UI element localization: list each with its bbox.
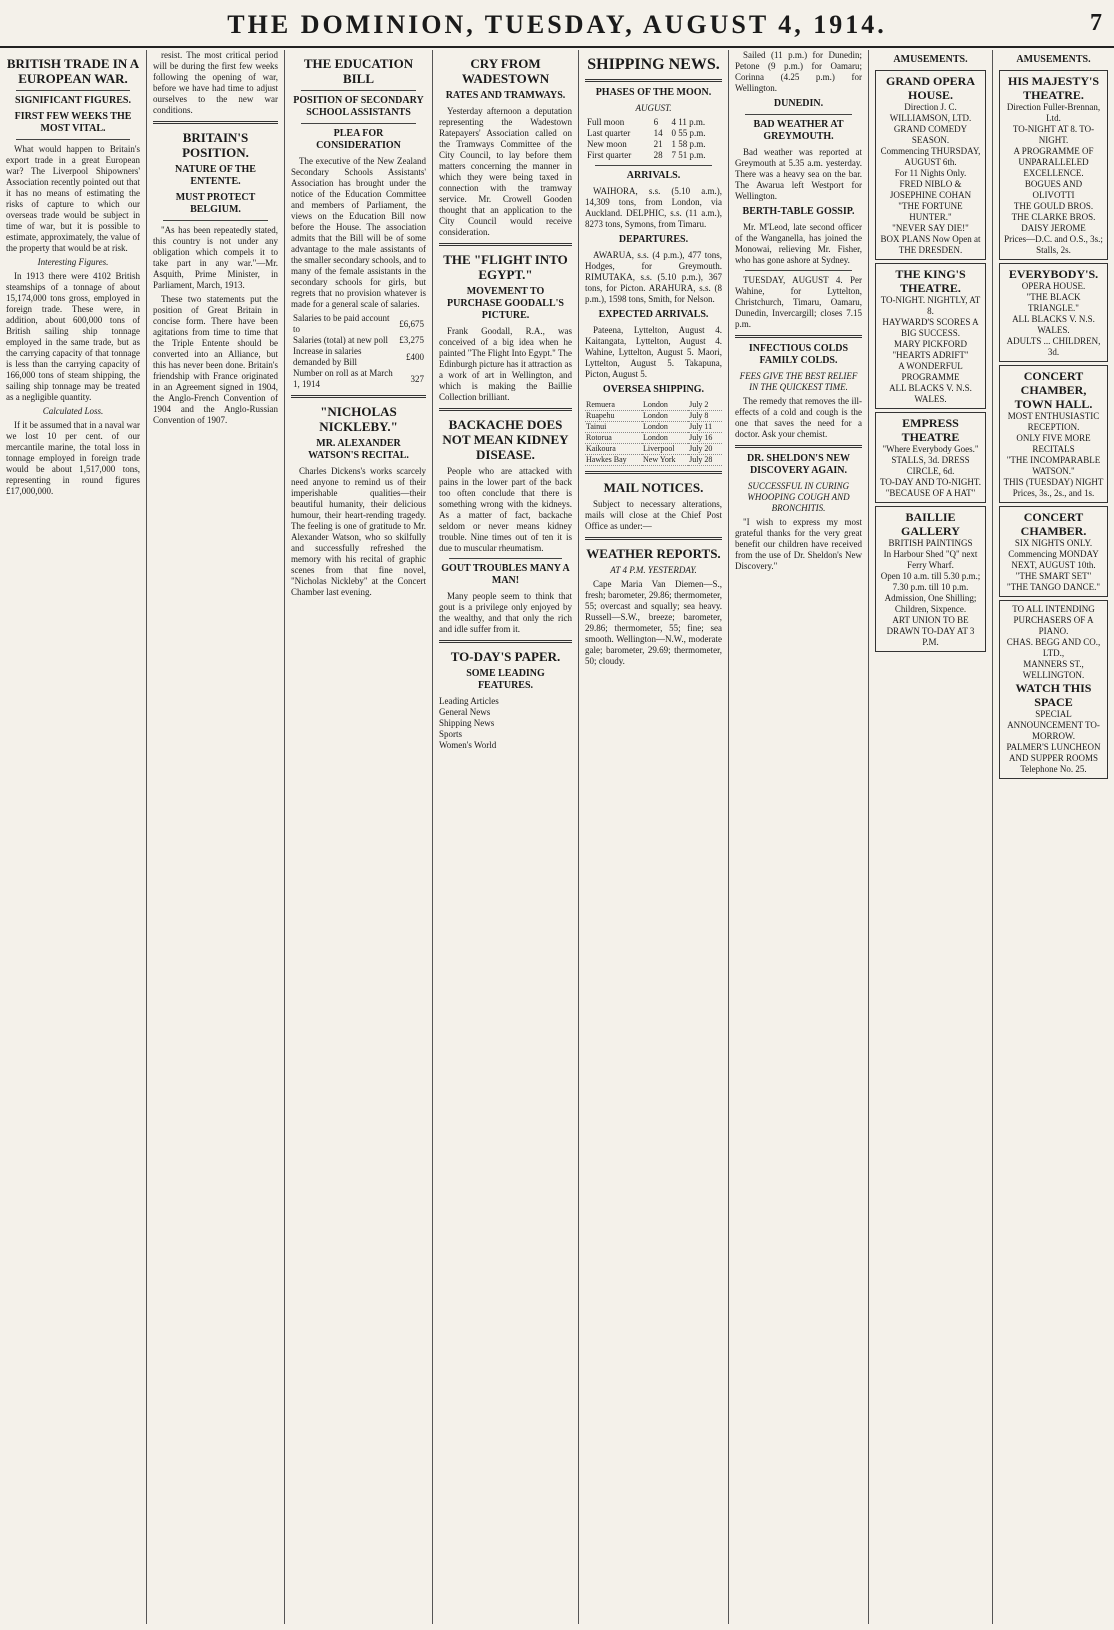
article-paragraph: Many people seem to think that gout is a privilege only enjoyed by the wealthy, and that only the rich and idle suffer from it. — [439, 591, 572, 634]
subhead-entente: NATURE OF THE ENTENTE. — [175, 164, 256, 187]
divider — [585, 79, 722, 82]
table-row — [291, 346, 426, 368]
column-2 — [147, 50, 285, 1624]
ad-line: Direction J. C. WILLIAMSON, LTD. — [889, 102, 972, 123]
ad-line: For 11 Nights Only. — [894, 168, 967, 178]
column-1 — [0, 50, 147, 1624]
ad-line: Admission, One Shilling; Children, Sixpence. — [884, 593, 977, 614]
list-item: General News — [439, 707, 491, 717]
ad-line: THE GOULD BROS. — [1013, 201, 1094, 211]
ad-line: Prices, 3s., 2s., and 1s. — [1012, 488, 1095, 498]
ad-line: Open 10 a.m. till 5.30 p.m.; 7.30 p.m. till 10 p.m. — [880, 571, 981, 592]
sheldon-sub: SUCCESSFUL IN CURING WHOOPING COUGH AND BRONCHITIS. — [747, 481, 850, 513]
ad-line: TO-NIGHT. NIGHTLY, AT 8. — [880, 295, 981, 316]
table-row — [291, 368, 426, 390]
ad-line: HAYWARD'S SCORES A BIG SUCCESS. — [882, 317, 979, 338]
table-row: Tainui London July 11 — [585, 422, 722, 433]
divider — [585, 537, 722, 540]
expected-head: EXPECTED ARRIVALS. — [598, 309, 709, 320]
ad-line: Commencing THURSDAY, AUGUST 6th. — [880, 146, 981, 167]
ad-line: "THE TANGO DANCE." — [1006, 582, 1101, 592]
ad-line: Telephone No. 25. — [1020, 764, 1087, 774]
ad-line: SIX NIGHTS ONLY. — [1014, 538, 1093, 548]
dunedin-head: DUNEDIN. — [773, 98, 824, 109]
ad-line: MOST ENTHUSIASTIC RECEPTION. — [1007, 411, 1100, 432]
headline-british-trade: BRITISH TRADE IN A EUROPEAN WAR. — [6, 56, 140, 86]
table-row: Kaikoura Liverpool July 20 — [585, 444, 722, 455]
moon-table — [585, 117, 722, 161]
ad-line: ONLY FIVE MORE RECITALS — [1016, 433, 1091, 454]
ad-title: THE KING'S THEATRE. — [895, 267, 966, 295]
shipping-continued: Sailed (11 p.m.) for Dunedin; Petone (9 p.m.) for Oamaru; Corinna (4.25 p.m.) for Wellington. — [735, 50, 862, 93]
divider — [16, 90, 130, 91]
arrivals-text: WAIHORA, s.s. (5.10 a.m.), 14,309 tons, from London, via Auckland. DELPHIC, s.s. (11 a.m.), 8273 tons, Symons, from Timaru. — [585, 186, 722, 229]
headline-nicholas-nickleby: "NICHOLAS NICKLEBY." — [319, 404, 398, 434]
ad-title: CONCERT CHAMBER, TOWN HALL. — [1014, 369, 1093, 411]
divider — [439, 640, 572, 643]
headline-weather: WEATHER REPORTS. — [586, 546, 721, 561]
subhead-secondary-assistants: POSITION OF SECONDARY SCHOOL ASSISTANTS — [293, 95, 424, 118]
moon-title: PHASES OF THE MOON. — [595, 87, 712, 98]
weather-sub: AT 4 P.M. YESTERDAY. — [610, 565, 697, 575]
article-paragraph: In 1913 there were 4102 British steamships of a tonnage of about 15,174,000 tons gross, employed in foreign trade. These were, in addition, about 600,000 tons of British sailing ship tonnage employed in the same trade, but as the carrying capacity of that tonnage is less than the carrying capacity of 166,000 tons of steam shipping, the sailing ship tonnage may be treated as a negligible quantity. — [6, 271, 140, 402]
ad-line: FRED NIBLO & JOSEPHINE COHAN — [889, 179, 972, 200]
section-heading: Calculated Loss. — [42, 406, 104, 416]
article-paragraph: Yesterday afternoon a deputation representing the Wadestown Ratepayers' Association called on the Tramways Committee of the City Council, to lay before them matters concerning the manner in which they were being taxed in connection with the tramway service. Mr. Crowell Gooden thought that an application to the City Council would receive consideration. — [439, 106, 572, 237]
ad-line: TO-DAY AND TO-NIGHT. — [880, 477, 981, 487]
list-item: Women's World — [439, 740, 497, 750]
page-number: 7 — [1090, 10, 1102, 36]
table-row: First quarter 28 7 51 p.m. — [587, 150, 706, 160]
moon-month: AUGUST. — [635, 103, 672, 113]
infectious-text: The remedy that removes the ill-effects of a cold and cough is the one that saves the need for a doctor. Ask your chemist. — [735, 396, 862, 439]
column-7 — [869, 50, 993, 1624]
ad-line: THIS (TUESDAY) NIGHT — [1003, 477, 1104, 487]
ad-line: ALL BLACKS V. N.S. WALES. — [889, 383, 972, 404]
ad-line: ART UNION TO BE DRAWN TO-DAY AT 3 P.M. — [886, 615, 975, 647]
sheldon-text: "I wish to express my most grateful thanks for the very great benefit our children have received from the use of Dr. Sheldon's New Discovery." — [735, 517, 862, 571]
headline-shipping-news: SHIPPING NEWS. — [587, 56, 720, 73]
ad-line: "THE SMART SET" — [1015, 571, 1092, 581]
subhead-rates-tramways: RATES AND TRAMWAYS. — [445, 90, 566, 101]
salary-table — [291, 313, 426, 390]
salary-value: £6,675 — [399, 318, 424, 329]
divider — [439, 243, 572, 246]
wireless-head: BAD WEATHER AT GREYMOUTH. — [753, 119, 844, 142]
headline-todays-paper: TO-DAY'S PAPER. — [450, 649, 561, 664]
table-row — [291, 335, 426, 346]
divider — [449, 558, 562, 559]
concert-chamber-smart-set-ad — [999, 506, 1108, 597]
gossip-text: Mr. M'Leod, late second officer of the Wanganella, has joined the Monowai, relieving Mr. Fisher, who has gone ashore at Sydney. — [735, 222, 862, 265]
ad-title: BAILLIE GALLERY — [901, 510, 960, 538]
subhead-significant-figures: SIGNIFICANT FIGURES. — [15, 95, 131, 106]
salary-label: Salaries to be paid account to — [293, 313, 390, 334]
ad-line: Direction Fuller-Brennan, Ltd. — [1006, 102, 1101, 123]
article-paragraph: If it be assumed that in a naval war we lost 10 per cent. of our mercantile marine, the total loss in tonnage employed in foreign trade would be about 1,517,000 tons, representing in round figures £17,000,000. — [6, 420, 140, 496]
empress-theatre-ad — [875, 412, 986, 503]
ad-line: A PROGRAMME OF UNPARALLELED EXCELLENCE. — [1013, 146, 1094, 178]
ad-line: TO ALL INTENDING PURCHASERS OF A PIANO. — [1012, 604, 1095, 636]
column-8 — [993, 50, 1114, 1624]
amusements-header: AMUSEMENTS. — [893, 54, 968, 65]
ad-line: CHAS. BEGG AND CO., LTD., — [1006, 637, 1101, 658]
divider — [439, 408, 572, 411]
amusements-header: AMUSEMENTS. — [1016, 54, 1091, 65]
kicker-first-weeks: FIRST FEW WEEKS THE MOST VITAL. — [14, 111, 132, 134]
table-row — [291, 313, 426, 335]
salary-value: 327 — [410, 373, 424, 384]
list-item: Leading Articles — [439, 696, 499, 706]
column-6 — [729, 50, 869, 1624]
ad-line: "THE BLACK TRIANGLE." — [1026, 292, 1081, 313]
ad-line: "THE FORTUNE HUNTER." — [898, 201, 963, 222]
divider — [153, 121, 278, 124]
wireless-text: Bad weather was reported at Greymouth at 5.35 a.m. yesterday. There was a heavy sea on the bar. The Awarua left Westport for Wellington. — [735, 147, 862, 201]
ad-title: CONCERT CHAMBER. — [1020, 510, 1087, 538]
ad-line: PALMER'S LUNCHEON AND SUPPER ROOMS — [1006, 742, 1101, 763]
article-paragraph: These two statements put the position of Great Britain in concise form. There have been agitations from time to time that the Triple Entente should be converted into an Alliance, but this has never been done. Britain's friendship with France originated in an Agreement signed in 1904, the Anglo-French Convention of 1904 and the Anglo-Russian Convention of 1907. — [153, 294, 278, 425]
column-5 — [579, 50, 729, 1624]
salary-label: Number on roll as at March 1, 1914 — [293, 368, 393, 389]
ad-line: BOX PLANS Now Open at THE DRESDEN. — [880, 234, 981, 255]
ad-line: BOGUES AND OLIVOTTI — [1024, 179, 1083, 200]
divider — [16, 139, 130, 140]
expected-text: Pateena, Lyttelton, August 4. Kaitangata, Lyttelton, August 4. Wahine, Lyttelton, August 5. Maori, Lyttelton, August 5. Takapuna, Picton, August 5. — [585, 325, 722, 379]
ad-line: MANNERS ST., WELLINGTON. — [1022, 659, 1085, 680]
section-heading: Interesting Figures. — [37, 257, 109, 267]
salary-value: £3,275 — [399, 335, 424, 345]
headline-education-bill: THE EDUCATION BILL — [303, 56, 414, 86]
ad-line: "NEVER SAY DIE!" — [892, 223, 969, 233]
ad-line: STALLS, 3d. DRESS CIRCLE, 6d. — [891, 455, 970, 476]
overseas-table — [585, 400, 722, 466]
divider — [163, 220, 268, 221]
subhead-watson-recital: MR. ALEXANDER WATSON'S RECITAL. — [308, 438, 409, 461]
salary-value: £400 — [406, 351, 424, 362]
salary-label: Increase in salaries demanded by Bill — [293, 346, 362, 367]
table-row: Ruapehu London July 8 — [585, 411, 722, 422]
ad-line: ALL BLACKS V. N.S. WALES. — [1012, 314, 1095, 335]
kicker-plea: PLEA FOR CONSIDERATION — [316, 128, 401, 151]
ad-line: TO-NIGHT AT 8. TO-NIGHT. — [1012, 124, 1095, 145]
ad-line: SPECIAL ANNOUNCEMENT TO-MORROW. — [1007, 709, 1100, 741]
divider — [301, 123, 416, 124]
divider — [735, 335, 862, 338]
divider — [291, 395, 426, 398]
masthead-title: THE DOMINION, TUESDAY, AUGUST 4, 1914. — [227, 10, 887, 39]
headline-flight-egypt: THE "FLIGHT INTO EGYPT." — [443, 252, 568, 282]
ad-title: EVERYBODY'S. — [1008, 267, 1099, 281]
ad-line: "Where Everybody Goes." — [882, 444, 979, 454]
divider — [745, 114, 852, 115]
ad-line: DAISY JEROME — [1021, 223, 1086, 233]
masthead — [0, 0, 1114, 48]
features-list — [439, 696, 572, 751]
divider — [301, 90, 416, 91]
table-row: Rotorua London July 16 — [585, 433, 722, 444]
ad-line: Commencing MONDAY NEXT, AUGUST 10th. — [1008, 549, 1099, 570]
divider — [735, 445, 862, 448]
ad-line: BRITISH PAINTINGS — [888, 538, 973, 548]
his-majestys-ad — [999, 70, 1108, 260]
ad-line: THE CLARKE BROS. — [1011, 212, 1096, 222]
notices-ad — [999, 600, 1108, 779]
subhead-features: SOME LEADING FEATURES. — [466, 668, 545, 691]
ad-line: In Harbour Shed "Q" next Ferry Wharf. — [883, 549, 978, 570]
sheldon-head: DR. SHELDON'S NEW DISCOVERY AGAIN. — [746, 453, 851, 476]
table-row: Remuera London July 2 — [585, 400, 722, 411]
ad-line: Prices—D.C. and O.S., 3s.; Stalls, 2s. — [1004, 234, 1103, 255]
baillie-gallery-ad — [875, 506, 986, 652]
list-item: Shipping News — [439, 718, 495, 728]
everybodys-ad — [999, 263, 1108, 362]
departures-text: AWARUA, s.s. (4 p.m.), 477 tons, Hodges, for Greymouth. RIMUTAKA, s.s. (5.10 p.m.), 367 tons, for Picton. ARAHURA, s.s. (8 p.m.), 1598 tons, Smith, for Nelson. — [585, 250, 722, 304]
ad-title: EMPRESS THEATRE — [901, 416, 960, 444]
infectious-sub: FEES GIVE THE BEST RELIEF IN THE QUICKEST TIME. — [739, 371, 858, 392]
gossip-head: BERTH-TABLE GOSSIP. — [742, 206, 855, 217]
ad-line: ADULTS ... CHILDREN, 3d. — [1006, 336, 1101, 357]
arrivals-head: ARRIVALS. — [626, 170, 681, 181]
ad-line: A WONDERFUL PROGRAMME — [898, 361, 963, 382]
grand-opera-ad — [875, 70, 986, 260]
article-paragraph: Charles Dickens's works scarcely need anyone to remind us of their imperishable qualities—their beautiful humanity, their delicious humour, their heart-rending tragedy. The feeling is one of gratitude to Mr. Alexander Watson, who so skilfully and successfully refreshed the memory with his recital of graphic scenes from that fine novel, "Nicholas Nickleby" at the Concert Chamber last evening. — [291, 466, 426, 597]
table-row: New moon 21 1 58 p.m. — [587, 139, 706, 149]
headline-mail-notices: MAIL NOTICES. — [603, 480, 704, 495]
headline-gout: GOUT TROUBLES MANY A MAN! — [441, 563, 570, 586]
ad-line: "THE INCOMPARABLE WATSON." — [1006, 455, 1101, 476]
headline-wadestown: CRY FROM WADESTOWN — [461, 56, 550, 86]
overseas-head: OVERSEA SHIPPING. — [602, 384, 705, 395]
divider — [585, 471, 722, 474]
ad-line: "BECAUSE OF A HAT" — [885, 488, 976, 498]
article-paragraph: The executive of the New Zealand Secondary Schools Assistants' Association has brought under the notice of the Education Committee and members of Parliament, the views on the Education Bill now before the House. The association admits that the Bill will be of some advantage to the male assistants of the smaller secondary schools, and to many of the female assistants in the secondary schools for girls, but regrets that no provision whatever is made for a general scale of salaries. — [291, 156, 426, 309]
infectious-head: INFECTIOUS COLDS FAMILY COLDS. — [748, 343, 849, 366]
ad-title: GRAND OPERA HOUSE. — [886, 74, 975, 102]
weather-text: Cape Maria Van Diemen—S., fresh; barometer, 29.86; thermometer, 55; overcast and squally; sea heavy. Russell—S.W., breeze; barometer, 29.86; thermometer, 55; fine; sea smooth. Wellington—N.W., moderate gale; barometer, 29.69; thermometer, 50; cloudy. — [585, 579, 722, 666]
article-paragraph: What would happen to Britain's export trade in a great European war? The Liverpool Shipowners' Association recently pointed out that it has no means of estimating the risks of capture to which our overseas trade would be subject in time of war, but it is possible to estimate, approximately, the value of the property that would be at risk. — [6, 144, 140, 253]
column-4 — [433, 50, 579, 1624]
mail-notices-text: TUESDAY, AUGUST 4. Per Wahine, for Lyttelton, Christchurch, Timaru, Oamaru, Dunedin, Invercargill; closes 7.15 p.m. — [735, 275, 862, 329]
subhead-goodall: MOVEMENT TO PURCHASE GOODALL'S PICTURE. — [447, 286, 564, 321]
mail-text: Subject to necessary alterations, mails will close at the Chief Post Office as under:— — [585, 499, 722, 531]
concert-chamber-ad — [999, 365, 1108, 503]
table-row: Full moon 6 4 11 p.m. — [587, 117, 706, 127]
column-3 — [285, 50, 433, 1624]
ad-line: MARY PICKFORD "HEARTS ADRIFT" — [892, 339, 969, 360]
headline-backache: BACKACHE DOES NOT MEAN KIDNEY DISEASE. — [442, 417, 569, 462]
article-paragraph: resist. The most critical period will be during the first few weeks following the opening of war, before we have had time to adjust ourselves to the new war conditions. — [153, 50, 278, 115]
headline-britains-position: BRITAIN'S POSITION. — [182, 130, 249, 160]
ad-line: OPERA HOUSE. — [1021, 281, 1086, 291]
article-quote: "As has been repeatedly stated, this country is not under any obligation which compels it to take part in any war."—Mr. Asquith, Prime Minister, in Parliament, March, 1913. — [153, 225, 278, 290]
ad-line: GRAND COMEDY SEASON. — [893, 124, 968, 145]
article-paragraph: People who are attacked with pains in the lower part of the back too often conclude that there is something wrong with the kidneys. As a matter of fact, backache seldom or never means kidney trouble. Nine times out of ten it is due to muscular rheumatism. — [439, 466, 572, 553]
article-paragraph: Frank Goodall, R.A., was conceived of a big idea when he painted "The Flight Into Egypt." The Edinburgh picture has it attraction as a work of art in Wellington, and which is making the Baillie Collection brilliant. — [439, 326, 572, 402]
divider — [745, 270, 852, 271]
departures-head: DEPARTURES. — [618, 234, 689, 245]
table-row: Last quarter 14 0 55 p.m. — [587, 128, 706, 138]
kicker-belgium: MUST PROTECT BELGIUM. — [175, 192, 256, 215]
kings-theatre-ad — [875, 263, 986, 409]
list-item: Sports — [439, 729, 463, 739]
ad-line: WATCH THIS SPACE — [1015, 681, 1092, 709]
ad-title: HIS MAJESTY'S THEATRE. — [1007, 74, 1100, 102]
table-row: Hawkes Bay New York July 28 — [585, 455, 722, 466]
divider — [595, 165, 712, 166]
salary-label: Salaries (total) at new poll — [293, 335, 388, 345]
